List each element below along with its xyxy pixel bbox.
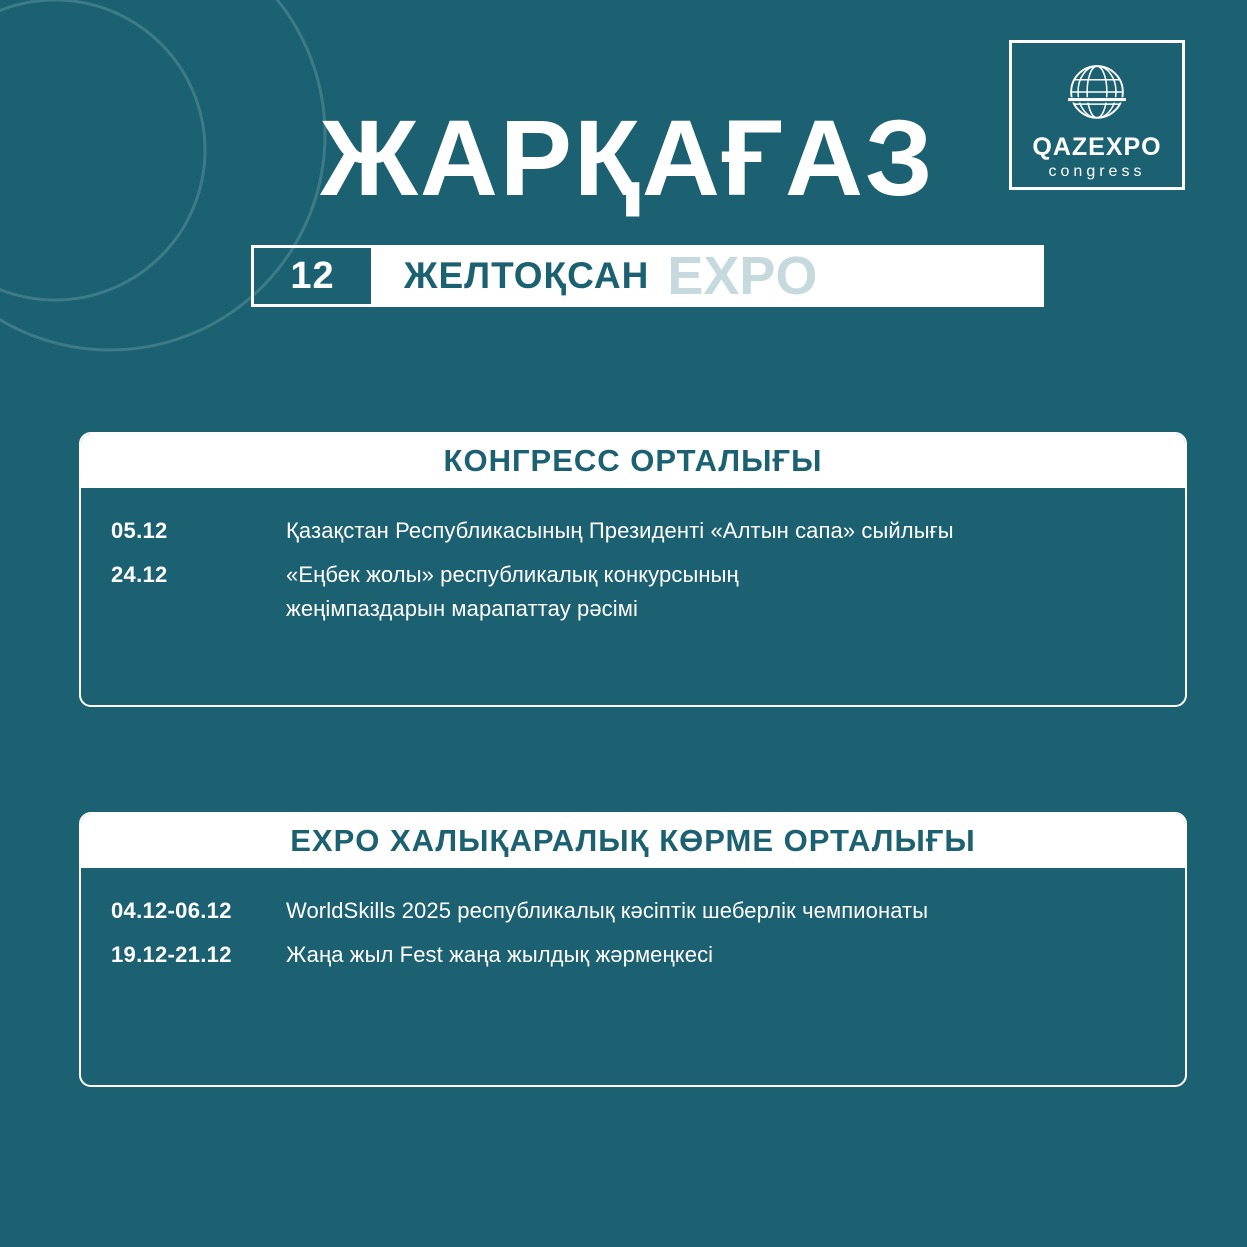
card-congress <box>79 432 1187 707</box>
card-expo <box>79 812 1187 1087</box>
event-date: 05.12 <box>111 518 168 543</box>
list-item <box>81 938 1185 972</box>
event-description-line: «Еңбек жолы» республикалық конкурсының <box>286 562 739 588</box>
page-title: ЖАРҚАҒАЗ <box>320 97 935 218</box>
event-date: 24.12 <box>111 562 168 588</box>
logo-title: QAZEXPO <box>1032 133 1162 161</box>
event-description-line: WorldSkills 2025 республикалық кәсіптік шеберлік чемпионаты <box>286 898 929 923</box>
card-expo-header <box>81 814 1185 868</box>
event-description-line: Жаңа жыл Fest жаңа жылдық жәрмеңкесі <box>286 942 714 968</box>
event-description-line: Қазақстан Республикасының Президенті «Алтын сапа» сыйлығы <box>286 518 954 543</box>
expo-wordmark: EXPO <box>667 245 818 306</box>
card-congress-body <box>81 488 1185 626</box>
date-month-block <box>374 245 1044 307</box>
list-item <box>81 514 1185 548</box>
card-expo-body <box>81 868 1185 972</box>
date-day: 12 <box>251 245 374 307</box>
date-month-label: ЖЕЛТОҚСАН <box>404 255 650 296</box>
event-description-line: жеңімпаздарын марапаттау рәсімі <box>286 596 638 622</box>
event-date: 04.12-06.12 <box>111 898 232 923</box>
event-date: 19.12-21.12 <box>111 942 232 968</box>
list-item <box>81 894 1185 928</box>
card-congress-title: КОНГРЕСС ОРТАЛЫҒЫ <box>443 443 823 478</box>
date-strip <box>251 245 1044 307</box>
event-description <box>286 894 928 928</box>
card-congress-header <box>81 434 1185 488</box>
event-description <box>286 514 954 548</box>
logo-subtitle: congress <box>1048 163 1146 180</box>
event-description <box>286 558 739 626</box>
list-item <box>81 558 1185 626</box>
event-description <box>286 938 713 972</box>
card-expo-title: EXPO ХАЛЫҚАРАЛЫҚ КӨРМЕ ОРТАЛЫҒЫ <box>290 823 976 858</box>
